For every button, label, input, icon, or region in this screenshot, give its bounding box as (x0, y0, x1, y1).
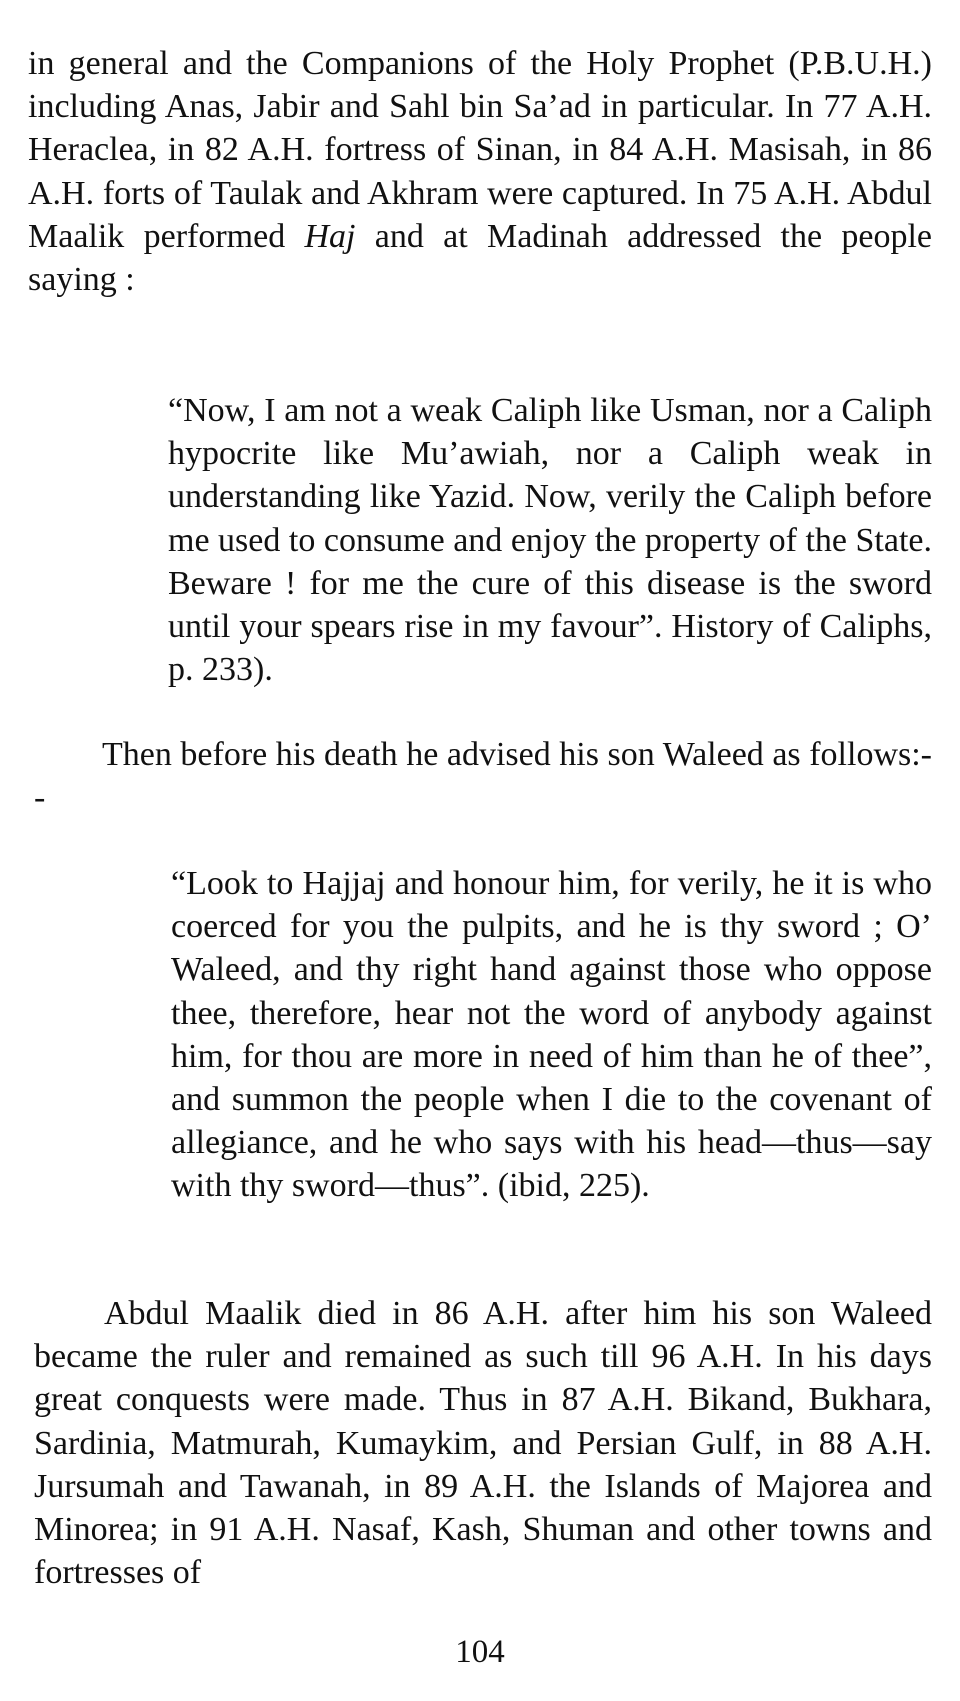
page-number: 104 (455, 1634, 505, 1670)
paragraph-1-italic-term: Haj (304, 217, 356, 255)
paragraph-1-text-end: and at Madinah addressed the people saying : (28, 217, 932, 299)
block-quote-2: “Look to Hajjaj and honour him, for verily, he it is who coerced for you the pulpits, and he is thy sword ; O’ Waleed, and thy right hand against those who oppose thee, therefore, hear not the word of anybody against him, for thou are more in need of him than he of thee”, and summon the people when I die to the covenant of allegiance, and he who says with his head—thus—say with thy sword—thus”. (ibid, 225). (171, 865, 932, 1205)
paragraph-1-text-start: in general and the Companions of the Holy Prophet (P.B.U.H.) including Anas, Jabir and Sahl bin Sa’ad in particular. In 77 A.H. Heraclea, in 82 A.H. fortress of Sinan, in 84 A.H. Masisah, in 86 A.H. forts of Taulak and Akhram were captured. In 75 A.H. Abdul Maalik performed (28, 45, 932, 255)
block-quote-1: “Now, I am not a weak Caliph like Usman, nor a Caliph hypocrite like Mu’awiah, nor a Caliph weak in understanding like Yazid. Now, verily the Caliph before me used to consume and enjoy the property of the State. Beware ! for me the cure of this disease is the sword until your spears rise in my favour”. History of Caliphs, p. 233). (168, 392, 932, 689)
body-paragraph-3: Abdul Maalik died in 86 A.H. after him his son Waleed became the ruler and remained as such till 96 A.H. In his days great conquests were made. Thus in 87 A.H. Bikand, Bukhara, Sardinia, Matmurah, Kumaykim, and Persian Gulf, in 88 A.H. Jursumah and Tawanah, in 89 A.H. the Islands of Majorea and Minorea; in 91 A.H. Nasaf, Kash, Shuman and other towns and fortresses of (34, 1295, 932, 1592)
body-paragraph-2: Then before his death he advised his son Waleed as follows:-- (34, 736, 932, 817)
body-paragraph-1 (28, 42, 932, 301)
